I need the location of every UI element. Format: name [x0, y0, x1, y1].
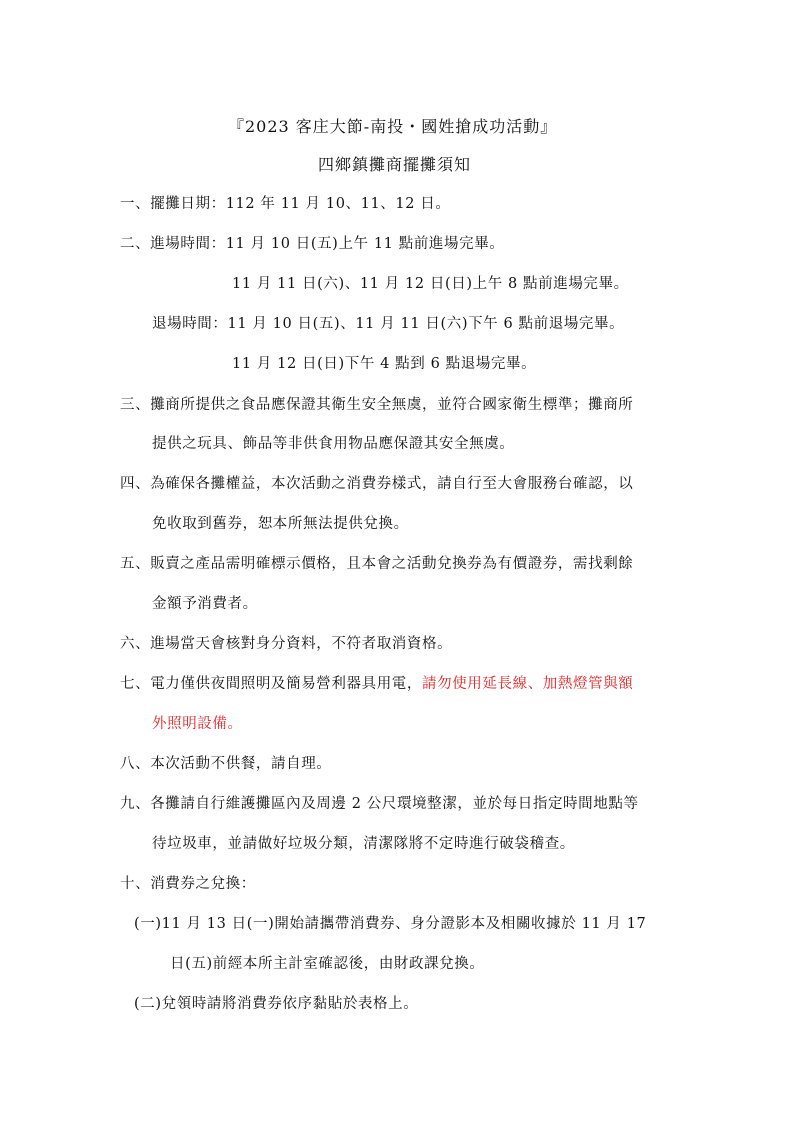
item-8-meals: 八、本次活動不供餐，請自理。 [120, 756, 332, 772]
item-3-food-safety-cont: 提供之玩具、飾品等非供食用物品應保證其安全無虞。 [152, 436, 515, 452]
item-2-exit-time: 退場時間：11 月 10 日(五)、11 月 11 日(六)下午 6 點前退場完畢。 [152, 316, 625, 332]
item-7-electricity [120, 674, 633, 694]
item-2-entry-time: 二、進場時間：11 月 10 日(五)上午 11 點前進場完畢。 [120, 236, 505, 252]
item-2-exit-time-cont: 11 月 12 日(日)下午 4 點到 6 點退場完畢。 [232, 356, 537, 372]
item-5-pricing-cont: 金額予消費者。 [152, 596, 258, 612]
item-2-entry-time-cont: 11 月 11 日(六)、11 月 12 日(日)上午 8 點前進場完畢。 [232, 276, 629, 292]
item-7-electricity-warning-cont: 外照明設備。 [152, 716, 243, 732]
item-7-electricity-warning: 請勿使用延長線、加熱燈管與額 [422, 676, 634, 692]
item-9-cleanliness: 九、各攤請自行維護攤區內及周邊 2 公尺環境整潔，並於每日指定時間地點等 [120, 796, 639, 812]
item-1-stall-dates: 一、擺攤日期：112 年 11 月 10、11、12 日。 [120, 196, 451, 212]
item-10-sub-1: (一)11 月 13 日(一)開始請攜帶消費券、身分證影本及相關收據於 11 月 17 [134, 916, 647, 932]
document-title: 『2023 客庄大節-南投・國姓搶成功活動』 [228, 117, 558, 136]
item-4-voucher-check: 四、為確保各攤權益，本次活動之消費券樣式，請自行至大會服務台確認，以 [120, 476, 634, 492]
item-10-voucher-exchange: 十、消費券之兌換： [120, 876, 256, 892]
item-4-voucher-check-cont: 免收取到舊券，恕本所無法提供兌換。 [152, 516, 409, 532]
item-5-pricing: 五、販賣之產品需明確標示價格，且本會之活動兌換券為有價證券，需找剩餘 [120, 556, 634, 572]
item-7-electricity-text: 七、電力僅供夜間照明及簡易營利器具用電， [120, 676, 422, 692]
item-9-cleanliness-cont: 待垃圾車，並請做好垃圾分類，清潔隊將不定時進行破袋稽查。 [152, 836, 575, 852]
item-10-sub-2: (二)兌領時請將消費券依序黏貼於表格上。 [134, 996, 419, 1012]
document-subtitle: 四鄉鎮攤商擺攤須知 [318, 155, 472, 174]
item-3-food-safety: 三、攤商所提供之食品應保證其衛生安全無虞，並符合國家衛生標準；攤商所 [120, 397, 634, 413]
item-6-identity-check: 六、進場當天會核對身分資料，不符者取消資格。 [120, 636, 453, 652]
item-10-sub-1-cont: 日(五)前經本所主計室確認後，由財政課兌換。 [170, 956, 485, 972]
